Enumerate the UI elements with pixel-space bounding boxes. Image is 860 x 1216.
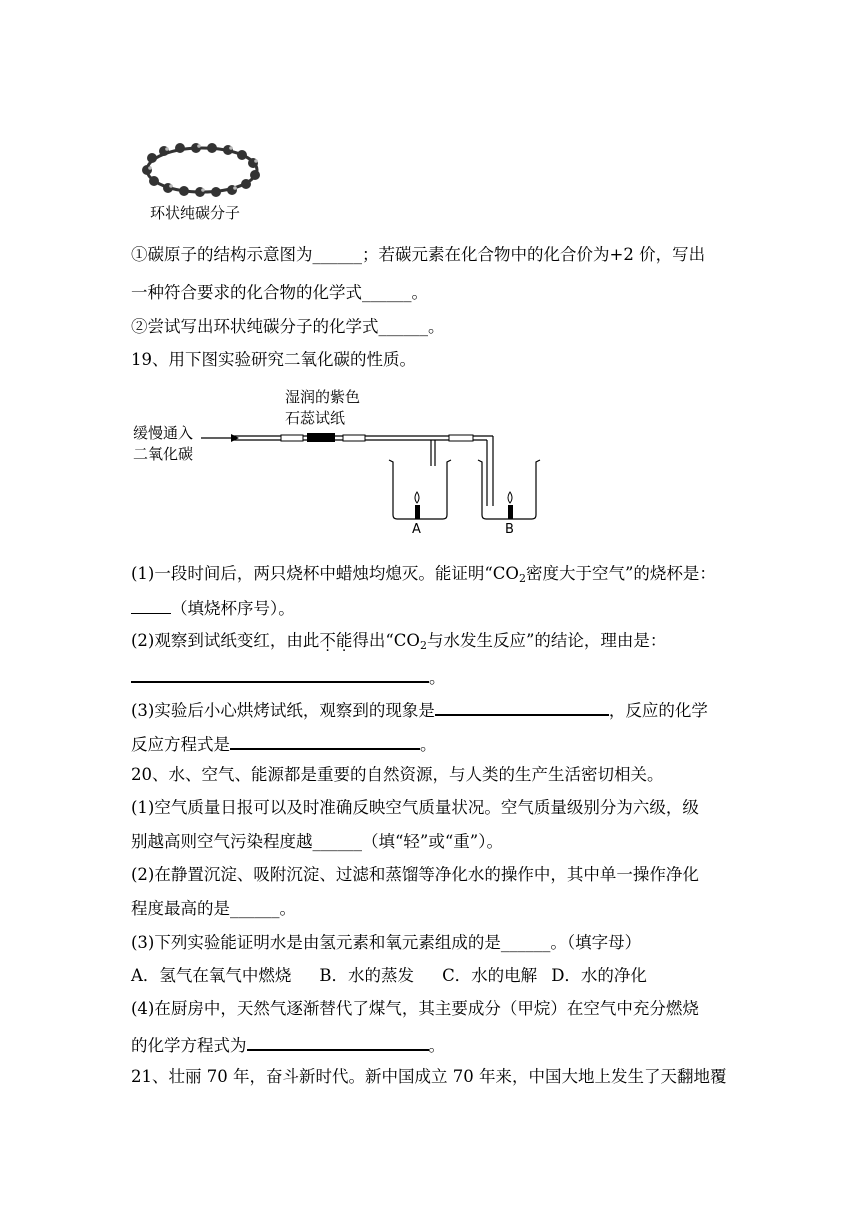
answer-blank[interactable]: [230, 731, 420, 750]
q1-text-b: 密度大于空气”的烧杯是：: [525, 564, 716, 583]
q2-emphasis-1: 不: [319, 631, 336, 650]
question-20-options: [131, 965, 647, 987]
q2-text-b: 得出“CO: [352, 631, 420, 650]
label-co2-inflow-1: 缓慢通入: [133, 424, 194, 442]
ring-caption: 环状纯碳分子: [150, 204, 241, 222]
label-moist-litmus-2: 石蕊试纸: [285, 409, 346, 427]
answer-blank[interactable]: [247, 1032, 429, 1051]
co2-experiment-figure: [131, 382, 551, 542]
q1-subscript: 2: [518, 572, 526, 585]
period: 。: [420, 735, 437, 754]
question-19-1: [131, 563, 716, 590]
question-21: 21、壮丽 70 年，奋斗新时代。新中国成立 70 年来，中国大地上发生了天翻地覆: [131, 1067, 727, 1086]
q1-text-c: （填烧杯序号）。: [171, 599, 295, 618]
q1-text-a: (1)一段时间后，两只烧杯中蜡烛均熄灭。能证明“CO: [131, 564, 519, 583]
q2-emphasis-2: 能: [335, 631, 353, 650]
q2-subscript: 2: [419, 639, 427, 652]
question-19-title: 19、用下图实验研究二氧化碳的性质。: [131, 350, 416, 369]
question-20-1b: 别越高则空气污染程度越______（填“轻”或“重”）。: [131, 832, 503, 851]
question-19-3: [131, 697, 708, 722]
option-a: A．氢气在氧气中燃烧: [131, 966, 292, 985]
label-beaker-b: B: [505, 522, 514, 537]
line-carbon-structure: ①碳原子的结构示意图为______；若碳元素在化合物中的化合价为+2 价，写出: [131, 245, 706, 264]
ring-molecule-figure: [140, 130, 270, 225]
option-b: B．水的蒸发: [319, 966, 415, 985]
question-19-2-answer: [131, 664, 446, 689]
answer-blank[interactable]: [131, 596, 171, 614]
question-20-4b: [131, 1032, 445, 1057]
q2-text-a: (2)观察到试纸变红，由此: [131, 631, 320, 650]
option-d: D．水的净化: [551, 966, 647, 985]
question-19-3-cont: [131, 731, 437, 756]
label-beaker-a: A: [412, 522, 421, 537]
answer-blank[interactable]: [131, 664, 429, 683]
q3-text-b: ，反应的化学: [608, 701, 708, 720]
ring-molecule-image: [140, 130, 270, 210]
answer-blank[interactable]: [435, 697, 609, 716]
question-20-3: (3)下列实验能证明水是由氢元素和氧元素组成的是______。（填字母）: [131, 933, 642, 952]
period: 。: [428, 1036, 445, 1055]
period: 。: [429, 668, 446, 687]
label-moist-litmus-1: 湿润的紫色: [285, 388, 361, 406]
question-19-2: [131, 630, 666, 657]
q2-text-c: 与水发生反应”的结论，理由是：: [426, 631, 667, 650]
question-20-title: 20、水、空气、能源都是重要的自然资源，与人类的生产生活密切相关。: [131, 765, 664, 784]
question-19-1-answer: [131, 596, 295, 620]
question-20-4a: (4)在厨房中，天然气逐渐替代了煤气，其主要成分（甲烷）在空气中充分燃烧: [131, 999, 699, 1018]
label-co2-inflow-2: 二氧化碳: [133, 445, 194, 463]
question-20-1a: (1)空气质量日报可以及时准确反映空气质量状况。空气质量级别分为六级，级: [131, 798, 699, 817]
option-c: C．水的电解: [442, 966, 538, 985]
line-ring-formula: ②尝试写出环状纯碳分子的化学式______。: [131, 317, 445, 336]
q20-4-text: 的化学方程式为: [131, 1036, 247, 1055]
question-20-2b: 程度最高的是______。: [131, 899, 296, 918]
q3-text-a: (3)实验后小心烘烤试纸，观察到的现象是: [131, 701, 435, 720]
question-20-2a: (2)在静置沉淀、吸附沉淀、过滤和蒸馏等净化水的操作中，其中单一操作净化: [131, 865, 699, 884]
line-compound-formula: 一种符合要求的化合物的化学式______。: [131, 283, 428, 302]
q3-text-c: 反应方程式是: [131, 735, 230, 754]
